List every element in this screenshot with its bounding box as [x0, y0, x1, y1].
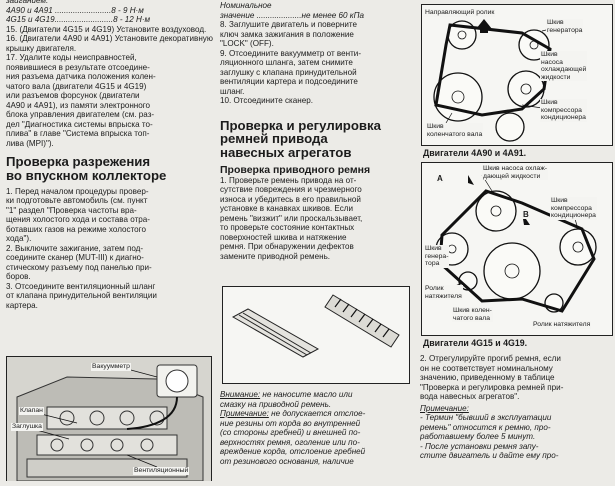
label-point-b: В: [523, 210, 529, 219]
text-line: вентиляции картера и подсоедините: [220, 77, 358, 86]
label-line: Шкив: [425, 245, 442, 252]
text-line: стическому разъему под панелью при-: [6, 262, 152, 272]
label-vent: Вентиляционный: [134, 467, 189, 474]
text-line: плива" в главе "Система впрыска топ-: [6, 129, 150, 138]
text-line: 10. Отсоедините сканер.: [220, 96, 313, 105]
text-line: ляционного шланга, затем снимите: [220, 58, 353, 67]
label-line: Шкив: [541, 99, 558, 106]
text-line: от клапана принудительной вентиляции: [6, 291, 157, 301]
col2-body-text: [220, 176, 416, 262]
text-line: 9. Отсоедините вакуумметр от венти-: [220, 48, 362, 58]
label-line: дающей жидкости: [483, 172, 541, 180]
label-generator-pulley-2: [424, 245, 449, 268]
text-line: лива (MPI)").: [6, 138, 54, 148]
label-line: Шкив: [551, 197, 568, 204]
text-line: замените приводной ремень.: [220, 251, 331, 261]
text-line: "Проверка и регулировка ремней при-: [420, 382, 564, 392]
text-line: значению, приведенному в таблице: [420, 373, 555, 382]
label-line: компрессора: [541, 106, 582, 114]
column-left: [6, 0, 214, 310]
text-line: 8. Заглушите двигатель и поверните: [220, 20, 357, 29]
engine-illustration: [7, 357, 211, 481]
label-line: Шкив: [427, 123, 444, 130]
text-line: 16. (Двигатели 4А90 и 4А91) Установите декоративную крышку двигателя.: [6, 34, 213, 53]
section-heading-belts: [220, 119, 416, 160]
label-line: кондиционера: [541, 114, 586, 122]
text-line: блока управления двигателем (см. раз-: [6, 110, 155, 119]
label-line: генератора: [547, 26, 583, 34]
caption-4a90: Двигатели 4А90 и 4А91.: [423, 148, 527, 158]
heading-line: навесных агрегатов: [220, 145, 352, 161]
text-line: 4А90 и 4А91), из памяти электронного: [6, 100, 151, 110]
text-line: ремень "визжит" или проскальзывает,: [220, 213, 363, 223]
text-line: поверхностей шкива и натяжение: [220, 232, 347, 242]
text-line: картера.: [6, 300, 38, 310]
section-heading-vacuum: [6, 155, 214, 183]
text-line: 2. Выключите зажигание, затем под-: [6, 243, 144, 253]
label-compressor-pulley-2: [550, 197, 597, 220]
text-line: ния разъема датчика положения колен-: [6, 72, 156, 81]
text-line: или разъемов форсунок (двигатели: [6, 91, 140, 100]
text-line: 2. Отрегулируйте прогиб ремня, если: [420, 354, 561, 363]
label-line: коленчатого вала: [427, 130, 483, 138]
heading-line: во впускном коллекторе: [6, 167, 167, 183]
label-line: жидкости: [541, 73, 571, 81]
text-line: ние резины от корда во внутренней: [220, 418, 361, 428]
subheading-belt-check: Проверка приводного ремня: [220, 163, 371, 176]
text-line: боров.: [6, 272, 31, 282]
text-line: появившиеся в результате отсоедине-: [6, 62, 150, 72]
text-line: 4G15 и 4G19..........................8 - 12 Н·м: [6, 15, 151, 24]
text-line: работавшему более 5 минут.: [420, 432, 536, 441]
text-line: значение ....................не менее 60 кПа: [220, 10, 364, 20]
text-line: установке в канавках шкивов. Если: [220, 204, 353, 214]
col3-body-text: [420, 354, 612, 461]
belt-routing-diagram-2: [422, 163, 612, 335]
label-line: натяжителя: [425, 292, 462, 300]
text-line: дел "Диагностика системы впрыска то-: [6, 119, 153, 129]
label-compressor-pulley: [540, 99, 587, 122]
label-plug: Заглушка: [12, 423, 42, 430]
label-line: генера-: [425, 252, 449, 260]
belt-damage-figure: [222, 286, 410, 384]
text-line: заглушку с клапана принудительной: [220, 67, 357, 77]
label-vacuum-gauge: Вакуумметр: [92, 363, 130, 370]
label-line: Шкив насоса охлаж-: [483, 165, 548, 172]
text-line: соедините сканер (MUT-III) к диагно-: [6, 253, 144, 263]
note-label: Примечание:: [220, 409, 269, 418]
belt-illustration: [223, 287, 409, 383]
text-line: щения холостого хода и состава отра-: [6, 215, 150, 225]
text-line: верхностях ремня, оголение или по-: [220, 437, 360, 447]
label-line: Шкив колен-: [453, 307, 492, 314]
engine-vacuum-figure: [6, 356, 212, 481]
label-pump-pulley: [540, 51, 587, 81]
text-line: хода").: [6, 234, 32, 244]
label-line: чатого вала: [453, 314, 491, 322]
text-line: шланг.: [220, 86, 245, 96]
text-line: 17. Удалите коды неисправностей,: [6, 53, 137, 62]
heading-line: Проверка и регулировка: [220, 117, 381, 133]
text-line: ботавших газов на режиме холостого: [6, 224, 146, 234]
text-line: 1. Проверьте ремень привода на от-: [220, 175, 357, 185]
label-line: тора: [425, 260, 440, 268]
text-line: сутствие повреждения и чрезмерного: [220, 185, 362, 195]
text-line: 1. Перед началом процедуры провер-: [6, 186, 149, 196]
label-line: насоса: [541, 58, 563, 66]
text-line: 15. (Двигатели 4G15 и 4G19) Установите воздуховод.: [6, 24, 207, 34]
label-line: кондиционера: [551, 212, 596, 220]
text-line: вреждение корда, отслоение гребней: [220, 447, 366, 456]
col1-body-text: [6, 187, 214, 311]
label-crank-pulley-2: [452, 307, 493, 322]
label-tensioner-1: [424, 285, 463, 300]
text-line: Номинальное: [220, 1, 272, 10]
text-line: заиганием.: [6, 0, 49, 5]
attention-line: [220, 390, 416, 400]
col2-notes: [220, 390, 416, 466]
text-line: ремня. При обнаружении дефектов: [220, 242, 354, 252]
text-line: 3. Отсоедините вентиляционный шланг: [6, 281, 156, 291]
text-line: ремень" относится к ремню, про-: [420, 422, 551, 432]
text-line: ключ замка зажигания в положение: [220, 29, 354, 39]
text-line: чатого вала (двигатели 4G15 и 4G19): [6, 81, 147, 91]
label-line: охлаждающей: [541, 66, 587, 74]
text-line: смазку на приводной ремень.: [220, 399, 332, 409]
column-middle: [220, 0, 416, 261]
note-text: не допускается отслое-: [271, 409, 366, 418]
heading-line: Проверка разрежения: [6, 154, 151, 169]
text-line: ки подготовьте автомобиль (см. пункт: [6, 196, 148, 206]
text-line: стите двигатель и дайте ему про-: [420, 451, 559, 460]
text-line: (со стороны гребней) и внешней по-: [220, 428, 361, 437]
caption-4g15: Двигатели 4G15 и 4G19.: [423, 338, 528, 348]
attention-label: Внимание:: [220, 390, 261, 399]
heading-line: ремней привода: [220, 131, 328, 147]
label-pump-pulley-2: [482, 165, 548, 180]
attention-text: не наносите масло или: [262, 390, 353, 399]
text-line: 4А90 и 4А91 .........................8 - 9 Н·м: [6, 5, 144, 15]
note-label: Примечание:: [420, 403, 469, 413]
text-line: - После установки ремня запу-: [420, 441, 539, 451]
text-line: износа и убедитесь в его правильной: [220, 194, 361, 204]
note-line: [220, 409, 416, 419]
text-line: - Термин "бывший в эксплуатации: [420, 413, 552, 422]
label-guide-roller: Направляющий ролик: [425, 9, 495, 16]
label-tensioner-2: Ролик натяжителя: [533, 321, 591, 328]
label-line: Шкив: [547, 19, 564, 26]
label-valve: Клапан: [20, 407, 43, 414]
text-line: "1" раздел "Проверка частоты вра-: [6, 205, 137, 215]
col1-top-text: [6, 0, 214, 148]
belt-diagram-4g15: [421, 162, 613, 336]
belt-diagram-4a90: [421, 4, 613, 146]
label-line: Шкив: [541, 51, 558, 58]
text-line: он не соответствует номинальному: [420, 363, 553, 373]
text-line: "LOCK" (OFF).: [220, 39, 274, 48]
label-generator-pulley: [546, 19, 583, 34]
text-line: вода навесных агрегатов".: [420, 392, 520, 401]
label-crank-pulley: [426, 123, 483, 138]
label-line: компрессора: [551, 204, 592, 212]
label-line: Ролик: [425, 285, 444, 292]
text-line: от резинового основания, наличие: [220, 456, 354, 466]
text-line: то проверьте состояние контактных: [220, 223, 355, 233]
label-point-a: А: [437, 174, 443, 183]
col2-top-text: [220, 1, 416, 106]
